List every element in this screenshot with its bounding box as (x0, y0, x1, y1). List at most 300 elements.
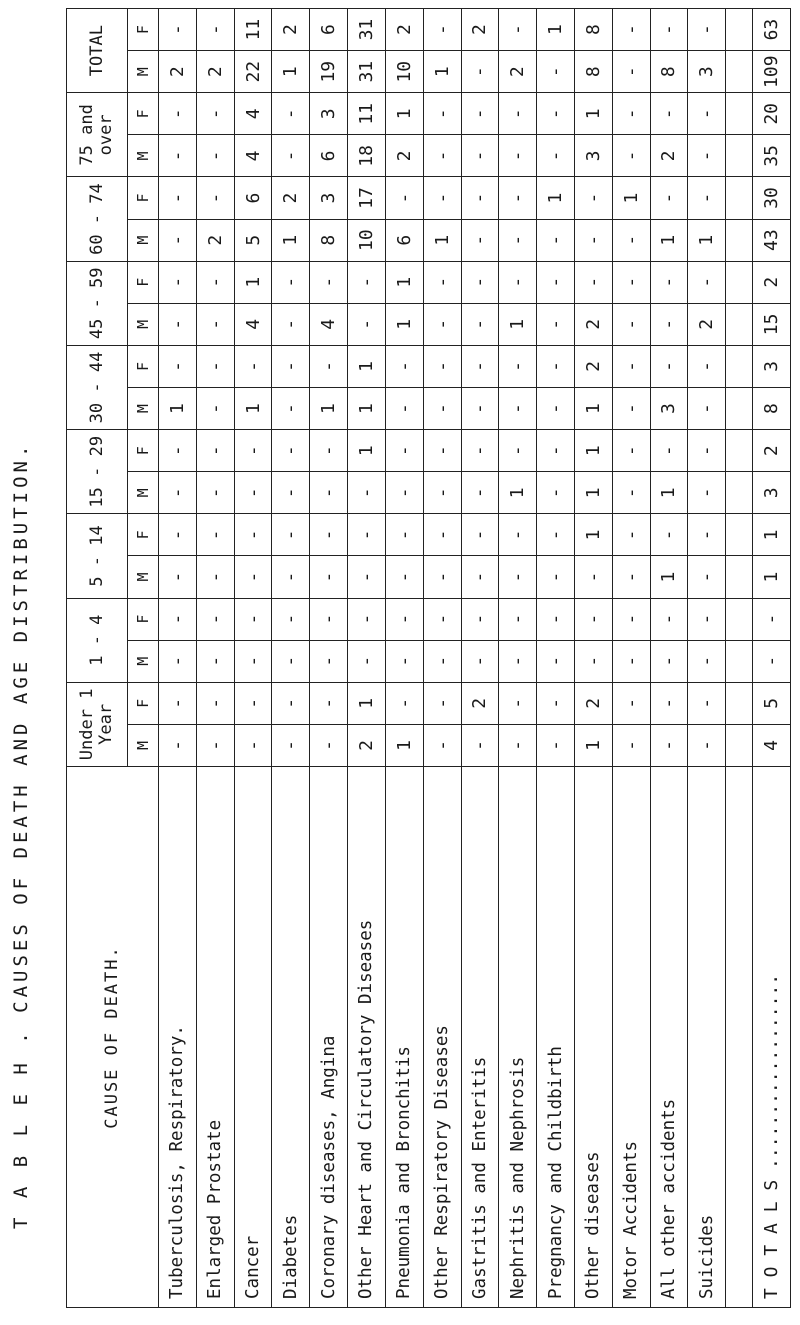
value-cell: - (159, 261, 197, 303)
value-cell: - (272, 682, 310, 724)
value-cell: - (348, 261, 386, 303)
sex-header: F (128, 682, 159, 724)
value-cell: 11 (234, 9, 272, 51)
value-cell: 1 (499, 303, 537, 345)
table-row (499, 9, 537, 1308)
cause-label: Cancer (234, 767, 272, 1308)
value-cell: 1 (348, 430, 386, 472)
value-cell: 63 (753, 9, 791, 51)
value-cell: - (196, 724, 234, 766)
value-cell: - (159, 724, 197, 766)
sex-header: F (128, 177, 159, 219)
value-cell: 8 (310, 219, 348, 261)
value-cell: - (650, 430, 688, 472)
value-cell: - (423, 388, 461, 430)
value-cell: - (612, 724, 650, 766)
sex-header: F (128, 9, 159, 51)
value-cell: - (574, 640, 612, 682)
value-cell: - (272, 556, 310, 598)
value-cell: 35 (753, 135, 791, 177)
value-cell: 4 (753, 724, 791, 766)
value-cell: - (159, 640, 197, 682)
value-cell: - (385, 345, 423, 387)
value-cell: - (385, 388, 423, 430)
value-cell: - (348, 598, 386, 640)
value-cell: - (650, 9, 688, 51)
value-cell: - (499, 682, 537, 724)
value-cell: - (348, 556, 386, 598)
value-cell: - (537, 261, 575, 303)
value-cell: - (423, 556, 461, 598)
value-cell: - (574, 556, 612, 598)
value-cell: - (574, 261, 612, 303)
value-cell: - (196, 430, 234, 472)
table-row (159, 9, 197, 1308)
value-cell: - (612, 9, 650, 51)
value-cell: - (753, 640, 791, 682)
value-cell: - (159, 93, 197, 135)
value-cell: - (574, 219, 612, 261)
table-row (574, 9, 612, 1308)
sex-header: F (128, 514, 159, 556)
age-group-header: 1 - 4 (67, 598, 128, 682)
totals-row (753, 9, 791, 1308)
value-cell: 3 (650, 388, 688, 430)
table-row (348, 9, 386, 1308)
value-cell: 2 (574, 682, 612, 724)
value-cell: 19 (310, 51, 348, 93)
value-cell: 1 (650, 556, 688, 598)
value-cell: - (461, 345, 499, 387)
value-cell (726, 682, 753, 724)
value-cell: - (574, 598, 612, 640)
value-cell: - (310, 261, 348, 303)
value-cell: - (272, 430, 310, 472)
value-cell: 3 (574, 135, 612, 177)
value-cell: 5 (753, 682, 791, 724)
cause-of-death-header: CAUSE OF DEATH. (67, 767, 159, 1308)
value-cell: - (196, 682, 234, 724)
value-cell: - (348, 303, 386, 345)
value-cell: - (612, 640, 650, 682)
value-cell: 2 (196, 219, 234, 261)
age-group-header: 15 - 29 (67, 430, 128, 514)
sex-header: M (128, 51, 159, 93)
value-cell: - (537, 93, 575, 135)
value-cell: - (234, 514, 272, 556)
value-cell: 2 (272, 177, 310, 219)
value-cell: - (234, 598, 272, 640)
sex-header: F (128, 430, 159, 472)
value-cell: - (650, 177, 688, 219)
value-cell: 1 (650, 219, 688, 261)
value-cell: 1 (753, 514, 791, 556)
value-cell: 6 (310, 135, 348, 177)
value-cell: - (196, 303, 234, 345)
cause-label: Pneumonia and Bronchitis (385, 767, 423, 1308)
age-group-header: 30 - 44 (67, 345, 128, 429)
value-cell: 1 (574, 388, 612, 430)
value-cell: 2 (272, 9, 310, 51)
value-cell: - (499, 724, 537, 766)
value-cell: - (385, 177, 423, 219)
mortality-table (66, 8, 791, 1308)
value-cell: - (461, 724, 499, 766)
value-cell (726, 556, 753, 598)
value-cell: 1 (537, 9, 575, 51)
rotated-table-container (66, 8, 791, 1308)
value-cell: - (385, 598, 423, 640)
value-cell: - (612, 472, 650, 514)
value-cell: - (196, 261, 234, 303)
value-cell: - (499, 556, 537, 598)
value-cell: - (537, 345, 575, 387)
value-cell: - (272, 303, 310, 345)
value-cell: - (612, 598, 650, 640)
value-cell: - (650, 640, 688, 682)
cause-label (726, 767, 753, 1308)
value-cell: - (688, 682, 726, 724)
cause-label: Nephritis and Nephrosis (499, 767, 537, 1308)
value-cell: - (612, 51, 650, 93)
value-cell: - (159, 177, 197, 219)
value-cell: 1 (499, 472, 537, 514)
value-cell: - (537, 640, 575, 682)
value-cell: - (310, 682, 348, 724)
value-cell: - (310, 724, 348, 766)
value-cell: - (385, 514, 423, 556)
value-cell: 11 (348, 93, 386, 135)
value-cell: - (310, 640, 348, 682)
value-cell: - (612, 303, 650, 345)
value-cell: 1 (385, 724, 423, 766)
value-cell: - (423, 472, 461, 514)
value-cell: - (461, 640, 499, 682)
value-cell: 6 (310, 9, 348, 51)
value-cell: - (537, 556, 575, 598)
value-cell: 1 (574, 472, 612, 514)
value-cell: - (196, 514, 234, 556)
value-cell: 8 (574, 51, 612, 93)
value-cell: - (688, 598, 726, 640)
value-cell: - (423, 640, 461, 682)
table-row (272, 9, 310, 1308)
value-cell: - (688, 345, 726, 387)
value-cell: 1 (348, 388, 386, 430)
value-cell: - (537, 724, 575, 766)
sex-header: M (128, 303, 159, 345)
table-body (159, 9, 791, 1308)
value-cell: 2 (348, 724, 386, 766)
cause-label: Tuberculosis, Respiratory. (159, 767, 197, 1308)
value-cell: 1 (574, 430, 612, 472)
value-cell: - (159, 430, 197, 472)
value-cell: - (423, 514, 461, 556)
value-cell: - (423, 682, 461, 724)
value-cell: - (423, 135, 461, 177)
value-cell: 1 (272, 219, 310, 261)
sex-header: M (128, 724, 159, 766)
table-row (688, 9, 726, 1308)
value-cell: 1 (688, 219, 726, 261)
value-cell: - (537, 598, 575, 640)
value-cell: - (234, 556, 272, 598)
value-cell: - (537, 135, 575, 177)
value-cell: 1 (574, 93, 612, 135)
value-cell: - (688, 514, 726, 556)
value-cell: - (272, 93, 310, 135)
value-cell: - (537, 388, 575, 430)
value-cell: - (159, 598, 197, 640)
value-cell: - (537, 51, 575, 93)
value-cell: - (423, 345, 461, 387)
value-cell: - (461, 514, 499, 556)
table-row (234, 9, 272, 1308)
value-cell: - (310, 430, 348, 472)
value-cell: - (574, 177, 612, 219)
value-cell (726, 514, 753, 556)
value-cell: - (461, 430, 499, 472)
value-cell: - (159, 472, 197, 514)
age-group-header: Under 1 Year (67, 682, 128, 766)
value-cell: 43 (753, 219, 791, 261)
sex-header: M (128, 640, 159, 682)
page-title: T A B L E H . CAUSES OF DEATH AND AGE DISTRIBUTION. (10, 441, 32, 1229)
value-cell: 109 (753, 51, 791, 93)
value-cell: - (461, 261, 499, 303)
value-cell: 2 (385, 135, 423, 177)
value-cell: - (385, 682, 423, 724)
value-cell (726, 177, 753, 219)
table-row (423, 9, 461, 1308)
value-cell: - (385, 556, 423, 598)
value-cell: 1 (385, 93, 423, 135)
value-cell: 1 (612, 177, 650, 219)
value-cell: 1 (753, 556, 791, 598)
value-cell: - (688, 9, 726, 51)
value-cell: 4 (310, 303, 348, 345)
value-cell: - (196, 345, 234, 387)
value-cell: - (612, 514, 650, 556)
value-cell: 8 (753, 388, 791, 430)
value-cell: - (272, 598, 310, 640)
value-cell: - (423, 724, 461, 766)
value-cell: - (348, 640, 386, 682)
value-cell: 2 (650, 135, 688, 177)
value-cell: - (612, 219, 650, 261)
value-cell: - (385, 430, 423, 472)
value-cell: - (423, 9, 461, 51)
table-row (196, 9, 234, 1308)
table-row (612, 9, 650, 1308)
value-cell: - (688, 135, 726, 177)
value-cell: 3 (310, 177, 348, 219)
value-cell: - (234, 345, 272, 387)
value-cell: - (348, 472, 386, 514)
value-cell: - (159, 514, 197, 556)
value-cell: - (612, 345, 650, 387)
value-cell: - (196, 177, 234, 219)
value-cell: - (688, 388, 726, 430)
value-cell: - (650, 514, 688, 556)
age-group-header: TOTAL (67, 9, 128, 93)
cause-label: Coronary diseases, Angina (310, 767, 348, 1308)
value-cell: - (234, 472, 272, 514)
value-cell: - (688, 640, 726, 682)
cause-label: Motor Accidents (612, 767, 650, 1308)
sex-header: M (128, 219, 159, 261)
value-cell: - (537, 219, 575, 261)
value-cell: - (688, 93, 726, 135)
value-cell: 22 (234, 51, 272, 93)
age-group-header: 75 and over (67, 93, 128, 177)
table-row (310, 9, 348, 1308)
value-cell: - (159, 303, 197, 345)
spacer-row (726, 9, 753, 1308)
value-cell: - (423, 93, 461, 135)
value-cell: 30 (753, 177, 791, 219)
value-cell: - (385, 640, 423, 682)
value-cell: - (499, 261, 537, 303)
value-cell: - (537, 682, 575, 724)
value-cell: - (688, 430, 726, 472)
value-cell: - (196, 556, 234, 598)
value-cell: - (272, 135, 310, 177)
value-cell: - (310, 556, 348, 598)
value-cell: - (196, 472, 234, 514)
value-cell (726, 303, 753, 345)
table-row (650, 9, 688, 1308)
sex-header: M (128, 388, 159, 430)
age-group-header: 45 - 59 (67, 261, 128, 345)
value-cell: - (234, 724, 272, 766)
value-cell: - (461, 51, 499, 93)
value-cell: - (499, 9, 537, 51)
value-cell: - (688, 724, 726, 766)
value-cell: - (272, 472, 310, 514)
value-cell: 2 (688, 303, 726, 345)
value-cell: 31 (348, 9, 386, 51)
value-cell: 2 (196, 51, 234, 93)
value-cell: - (499, 135, 537, 177)
value-cell: - (272, 724, 310, 766)
value-cell: - (688, 261, 726, 303)
value-cell: - (612, 556, 650, 598)
value-cell (726, 9, 753, 51)
value-cell: - (650, 261, 688, 303)
cause-label: Other Heart and Circulatory Diseases (348, 767, 386, 1308)
value-cell (726, 345, 753, 387)
value-cell: - (612, 135, 650, 177)
value-cell (726, 430, 753, 472)
value-cell: - (461, 556, 499, 598)
value-cell: 2 (159, 51, 197, 93)
value-cell: 2 (574, 303, 612, 345)
value-cell: 2 (461, 682, 499, 724)
value-cell: - (234, 640, 272, 682)
value-cell: 1 (537, 177, 575, 219)
value-cell: - (461, 93, 499, 135)
value-cell: 2 (499, 51, 537, 93)
value-cell: 10 (385, 51, 423, 93)
value-cell: - (310, 514, 348, 556)
value-cell: 1 (234, 261, 272, 303)
value-cell: - (499, 598, 537, 640)
value-cell: 4 (234, 135, 272, 177)
sex-header: F (128, 345, 159, 387)
value-cell: 4 (234, 303, 272, 345)
sex-header: F (128, 93, 159, 135)
value-cell: 1 (574, 514, 612, 556)
value-cell: - (159, 9, 197, 51)
value-cell: 2 (753, 261, 791, 303)
value-cell: 1 (348, 682, 386, 724)
value-cell: - (461, 303, 499, 345)
table-row (461, 9, 499, 1308)
sex-header: F (128, 598, 159, 640)
value-cell: - (423, 177, 461, 219)
value-cell (726, 724, 753, 766)
value-cell: - (499, 514, 537, 556)
value-cell: 1 (272, 51, 310, 93)
value-cell: - (348, 514, 386, 556)
value-cell: 6 (234, 177, 272, 219)
value-cell: - (612, 93, 650, 135)
value-cell: - (650, 303, 688, 345)
value-cell (726, 135, 753, 177)
value-cell: - (537, 472, 575, 514)
value-cell: 1 (650, 472, 688, 514)
value-cell: 3 (310, 93, 348, 135)
value-cell: - (234, 430, 272, 472)
cause-label: All other accidents (650, 767, 688, 1308)
value-cell: - (461, 598, 499, 640)
value-cell (726, 93, 753, 135)
value-cell: - (612, 388, 650, 430)
value-cell: - (423, 430, 461, 472)
age-group-header-row (67, 9, 128, 1308)
value-cell: - (612, 430, 650, 472)
value-cell: 31 (348, 51, 386, 93)
value-cell: - (423, 303, 461, 345)
value-cell: - (650, 682, 688, 724)
value-cell: - (272, 388, 310, 430)
value-cell: 8 (574, 9, 612, 51)
value-cell: - (650, 724, 688, 766)
value-cell: - (159, 135, 197, 177)
value-cell (726, 219, 753, 261)
cause-label: Pregnancy and Childbirth (537, 767, 575, 1308)
value-cell: - (159, 556, 197, 598)
value-cell: - (385, 472, 423, 514)
value-cell: 3 (753, 472, 791, 514)
value-cell: - (499, 219, 537, 261)
cause-label: Enlarged Prostate (196, 767, 234, 1308)
value-cell: - (196, 93, 234, 135)
value-cell: 3 (688, 51, 726, 93)
value-cell (726, 598, 753, 640)
value-cell: - (310, 598, 348, 640)
value-cell (726, 51, 753, 93)
value-cell: - (196, 135, 234, 177)
value-cell: 2 (385, 9, 423, 51)
age-group-header: 60 - 74 (67, 177, 128, 261)
cause-label: Suicides (688, 767, 726, 1308)
table-row (385, 9, 423, 1308)
value-cell: 1 (310, 388, 348, 430)
value-cell: - (461, 219, 499, 261)
value-cell: 1 (574, 724, 612, 766)
